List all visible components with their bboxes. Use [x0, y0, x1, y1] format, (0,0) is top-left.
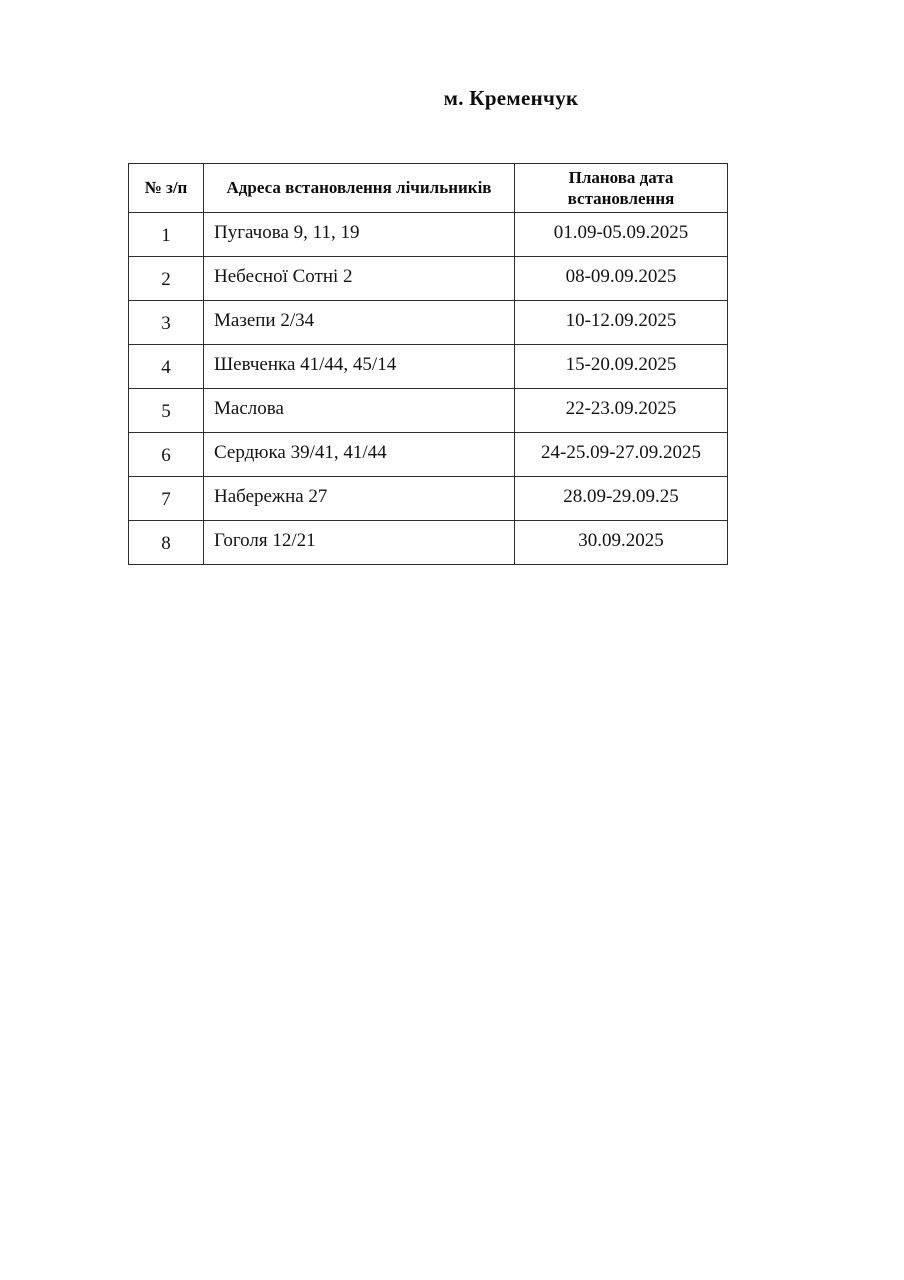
address-cell: Гоголя 12/21 — [204, 521, 515, 565]
table-row — [129, 477, 728, 521]
row-number-cell: 7 — [129, 477, 204, 521]
table-row — [129, 257, 728, 301]
row-number-cell: 8 — [129, 521, 204, 565]
header-address: Адреса встановлення лічильників — [204, 164, 515, 213]
date-cell: 24-25.09-27.09.2025 — [515, 433, 728, 477]
date-cell: 22-23.09.2025 — [515, 389, 728, 433]
address-cell: Шевченка 41/44, 45/14 — [204, 345, 515, 389]
row-number-cell: 3 — [129, 301, 204, 345]
table-row — [129, 301, 728, 345]
table-row — [129, 345, 728, 389]
installation-schedule-table — [128, 163, 728, 565]
date-cell: 30.09.2025 — [515, 521, 728, 565]
date-cell: 10-12.09.2025 — [515, 301, 728, 345]
table-row — [129, 389, 728, 433]
row-number-cell: 2 — [129, 257, 204, 301]
address-cell: Пугачова 9, 11, 19 — [204, 213, 515, 257]
table-header-row — [129, 164, 728, 213]
row-number-cell: 1 — [129, 213, 204, 257]
address-cell: Небесної Сотні 2 — [204, 257, 515, 301]
address-cell: Мазепи 2/34 — [204, 301, 515, 345]
table-row — [129, 213, 728, 257]
row-number-cell: 5 — [129, 389, 204, 433]
row-number-cell: 4 — [129, 345, 204, 389]
address-cell: Набережна 27 — [204, 477, 515, 521]
header-date: Планова дата встановлення — [515, 164, 728, 213]
date-cell: 28.09-29.09.25 — [515, 477, 728, 521]
date-cell: 01.09-05.09.2025 — [515, 213, 728, 257]
table-row — [129, 521, 728, 565]
header-number: № з/п — [129, 164, 204, 213]
address-cell: Маслова — [204, 389, 515, 433]
date-cell: 15-20.09.2025 — [515, 345, 728, 389]
page-title: м. Кременчук — [443, 86, 579, 110]
row-number-cell: 6 — [129, 433, 204, 477]
address-cell: Сердюка 39/41, 41/44 — [204, 433, 515, 477]
date-cell: 08-09.09.2025 — [515, 257, 728, 301]
table-row — [129, 433, 728, 477]
